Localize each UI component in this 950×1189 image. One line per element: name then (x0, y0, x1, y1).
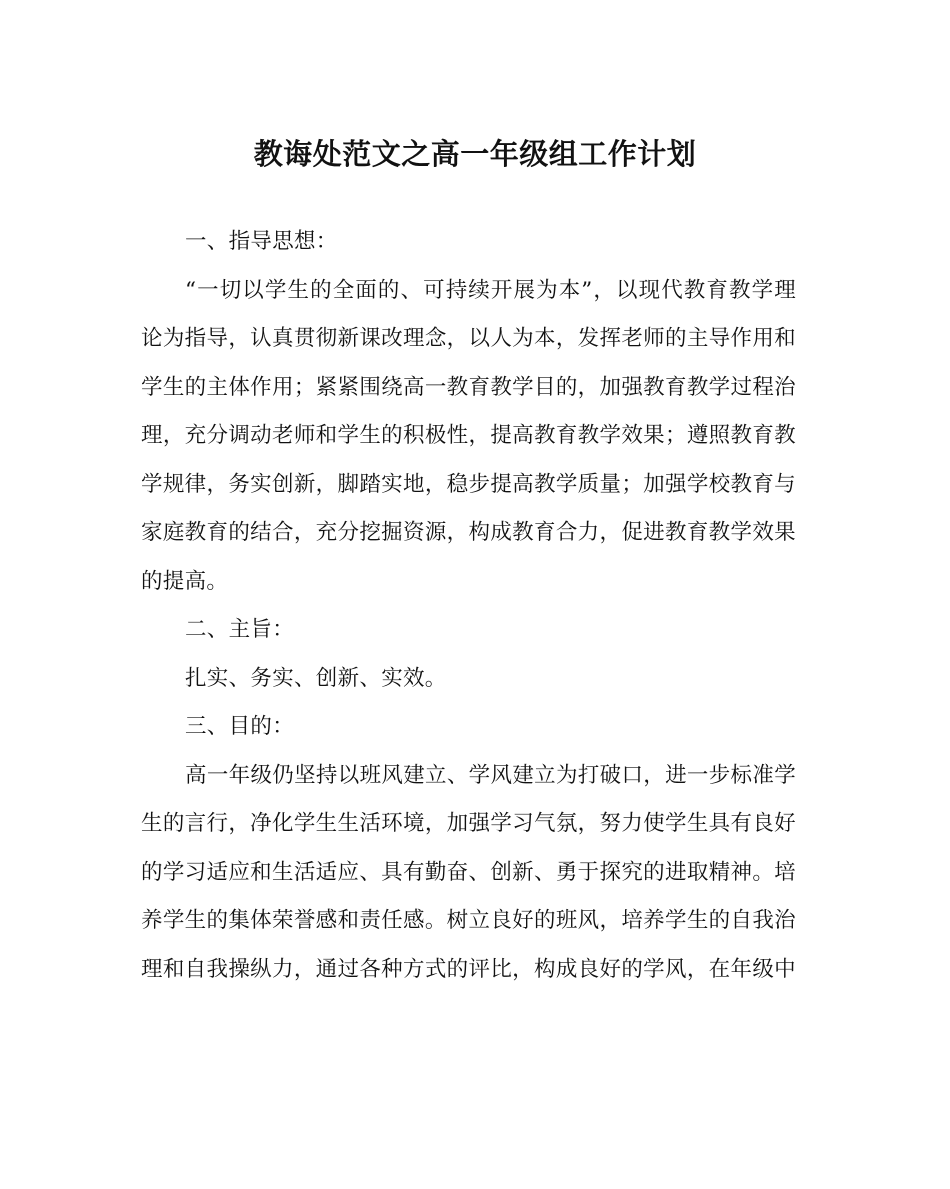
paragraph-line: 的提高。 (141, 568, 229, 594)
paragraph-line: 扎实、务实、创新、实效。 (185, 665, 447, 691)
paragraph-line: “一切以学生的全面的、可持续开展为本”，以现代教育教学理 (185, 277, 796, 303)
paragraph-line: 理和自我操纵力，通过各种方式的评比，构成良好的学风，在年级中 (141, 956, 796, 982)
paragraph-line: 学规律，务实创新，脚踏实地，稳步提高教学质量；加强学校教育与 (141, 471, 796, 497)
paragraph-line: 论为指导，认真贯彻新课改理念，以人为本，发挥老师的主导作用和 (141, 326, 796, 351)
document-title: 教诲处范文之高一年级组工作计划 (253, 137, 697, 171)
paragraph-line: 家庭教育的结合，充分挖掘资源，构成教育合力，促进教育教学效果 (141, 520, 796, 545)
section-heading: 二、主旨： (185, 617, 295, 642)
paragraph-line: 高一年级仍坚持以班风建立、学风建立为打破口，进一步标准学 (185, 762, 796, 788)
paragraph-line: 生的言行，净化学生生活环境，加强学习气氛，努力使学生具有良好 (141, 811, 796, 836)
paragraph-line: 学生的主体作用；紧紧围绕高一教育教学目的，加强教育教学过程治 (141, 374, 796, 400)
section-heading: 三、目的： (185, 714, 295, 739)
document-body (141, 218, 796, 994)
paragraph-line: 理，充分调动老师和学生的积极性，提高教育教学效果；遵照教育教 (141, 423, 796, 448)
paragraph-line: 养学生的集体荣誉感和责任感。树立良好的班风，培养学生的自我治 (141, 908, 796, 933)
section-heading: 一、指导思想： (185, 229, 338, 254)
paragraph-line: 的学习适应和生活适应、具有勤奋、创新、勇于探究的进取精神。培 (141, 859, 796, 885)
